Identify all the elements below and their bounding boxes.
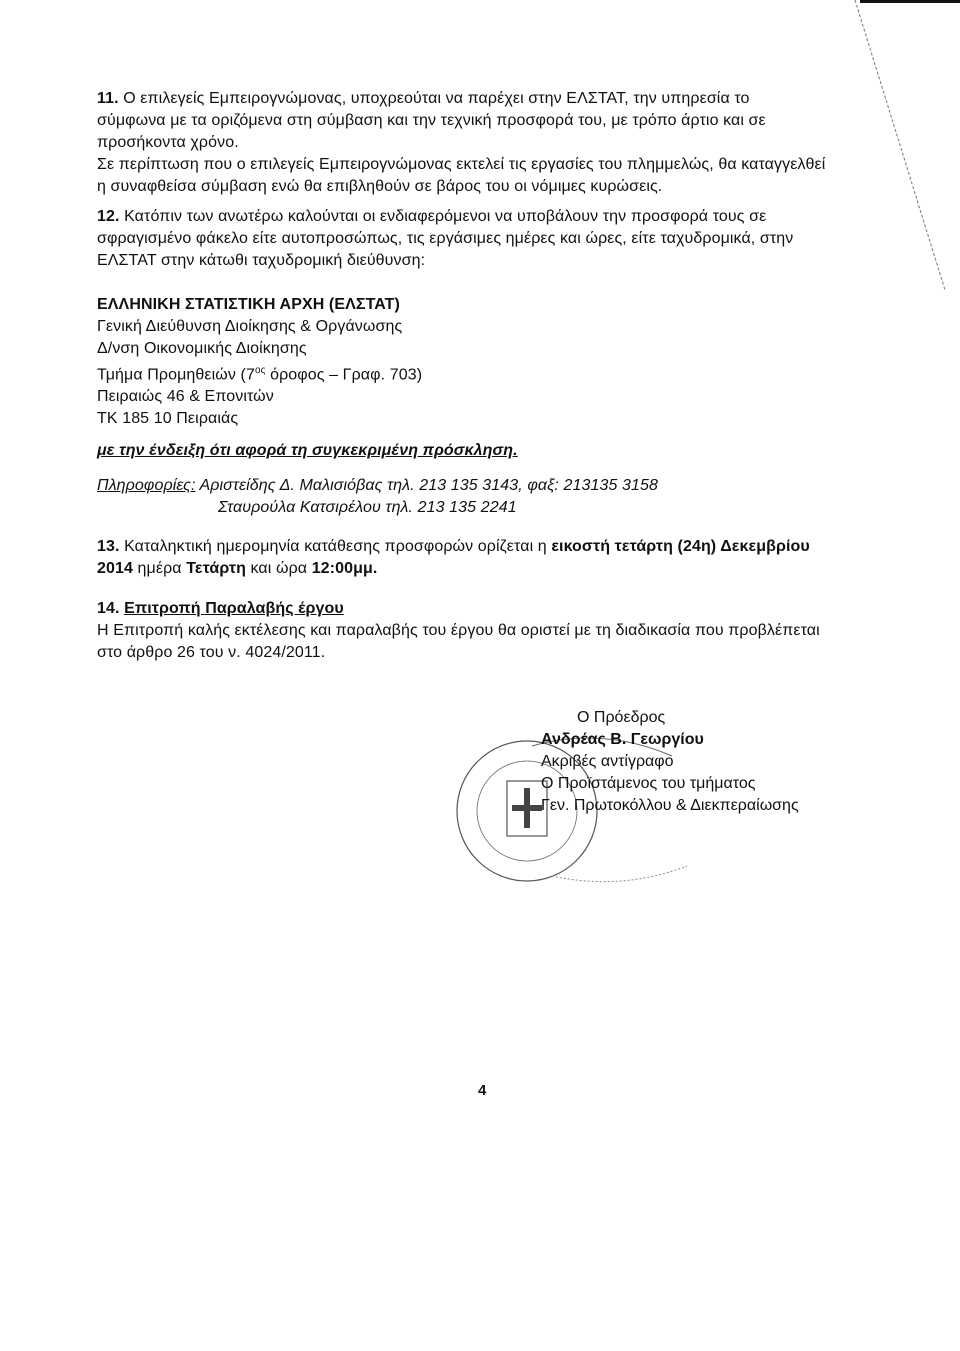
text-line: σύμφωνα με τα οριζόμενα στη σύμβαση και την τεχνική προσφορά του, με τρόπο άρτιο και σε	[97, 112, 766, 129]
contact-info	[97, 475, 907, 519]
address-line: Τμήμα Προμηθειών ($7^{o\varsigma}$ όροφος – Γραφ. 703)	[97, 365, 423, 384]
address-line: Δ/νση Οικονομικής Διοίκησης	[97, 340, 307, 357]
text-line: σφραγισμένο φάκελο είτε αυτοπροσώπως, τις εργάσιμες ημέρες και ώρες, είτε ταχυδρομικά, στην	[97, 230, 794, 247]
signatory-title: Ο Πρόεδρος	[577, 709, 666, 726]
paragraph-13: 13. Καταληκτική ημερομηνία κατάθεσης προσφορών ορίζεται η εικοστή τετάρτη (24η) Δεκεμβρίου 2014 ημέρα Τετάρτη και ώρα 12:00μμ.	[97, 538, 810, 577]
contact-line: Αριστείδης Δ. Μαλισιόβας τηλ. 213 135 3143, φαξ: 213135 3158	[195, 477, 658, 494]
certified-copy-label: Ακριβές αντίγραφο	[541, 753, 674, 770]
envelope-note: με την ένδειξη ότι αφορά τη συγκεκριμένη πρόσκληση.	[97, 442, 518, 459]
page-number: 4	[478, 1082, 487, 1099]
address-line: Γενική Διεύθυνση Διοίκησης & Οργάνωσης	[97, 318, 403, 335]
section-title: Επιτροπή Παραλαβής έργου	[124, 600, 344, 617]
address-line: Πειραιώς 46 & Επονιτών	[97, 388, 274, 406]
text-line: Ο επιλεγείς Εμπειρογνώμονας, υποχρεούται να παρέχει στην ΕΛΣΤΑΤ, την υπηρεσία το	[123, 90, 750, 107]
paragraph-number: 12.	[97, 208, 120, 225]
info-label: Πληροφορίες:	[97, 477, 196, 494]
paragraph-number: 11.	[97, 90, 119, 107]
signature-block	[541, 707, 841, 817]
text-line: Κατόπιν των ανωτέρω καλούνται οι ενδιαφερόμενοι να υποβάλουν την προσφορά τους σε	[124, 208, 767, 225]
paragraph-12	[97, 206, 907, 272]
signatory-name: Ανδρέας Β. Γεωργίου	[541, 731, 704, 748]
organization-name: ΕΛΛΗΝΙΚΗ ΣΤΑΤΙΣΤΙΚΗ ΑΡΧΗ (ΕΛΣΤΑΤ)	[97, 296, 400, 313]
text-line: Η Επιτροπή καλής εκτέλεσης και παραλαβής του έργου θα οριστεί με τη διαδικασία που προβλέπεται	[97, 622, 820, 639]
paragraph-number: 13.	[97, 538, 120, 555]
text-line: η συναφθείσα σύμβαση ενώ θα επιβληθούν σε βάρος του οι νόμιμες κυρώσεις.	[97, 178, 663, 195]
address-line: ΤΚ 185 10 Πειραιάς	[97, 410, 239, 428]
postal-address	[97, 294, 907, 430]
text-line: ΕΛΣΤΑΤ στην κάτωθι ταχυδρομική διεύθυνση:	[97, 252, 426, 269]
paragraph-number: 14.	[97, 600, 120, 617]
paragraph-11	[97, 88, 907, 198]
text-line: στο άρθρο 26 του ν. 4024/2011.	[97, 644, 326, 661]
paragraph-14	[97, 598, 907, 664]
text-line: προσήκοντα χρόνο.	[97, 134, 239, 151]
certifier-department: Γεν. Πρωτοκόλλου & Διεκπεραίωσης	[541, 797, 799, 814]
certifier-title: Ο Προϊστάμενος του τμήματος	[541, 775, 756, 792]
contact-line: Σταυρούλα Κατσιρέλου τηλ. 213 135 2241	[218, 499, 517, 516]
text-line: Σε περίπτωση που ο επιλεγείς Εμπειρογνώμονας εκτελεί τις εργασίες του πλημμελώς, θα καταγγελθεί	[97, 156, 826, 173]
